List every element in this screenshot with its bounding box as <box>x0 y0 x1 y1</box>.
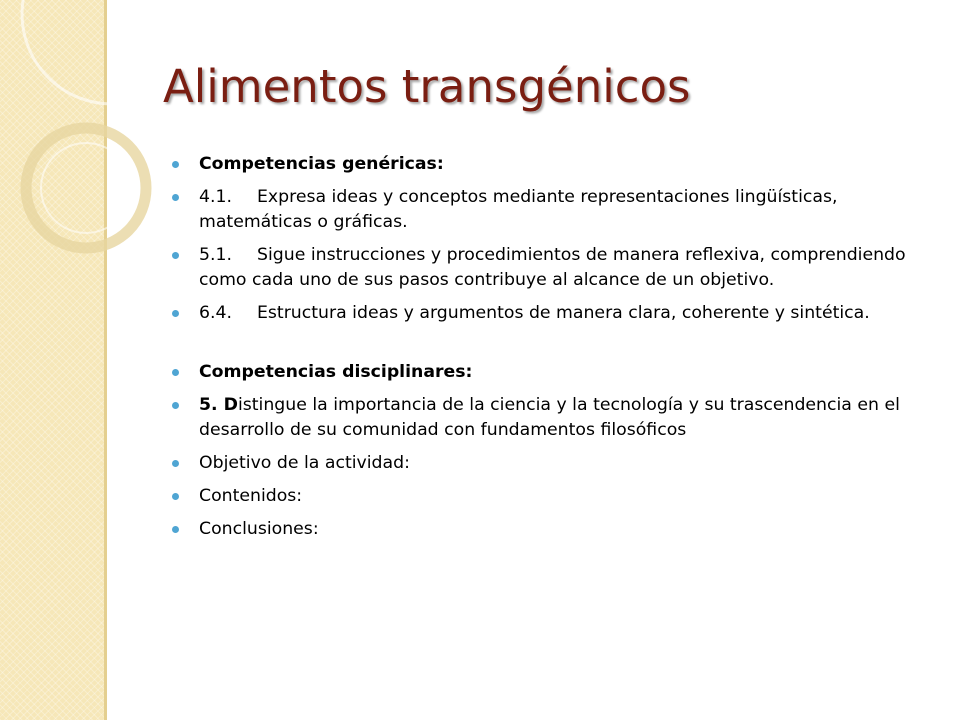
section-heading: Competencias disciplinares: <box>199 362 473 382</box>
bullet-dot <box>172 252 179 259</box>
item-text: Expresa ideas y conceptos mediante representaciones lingüísticas, matemáticas o gráficas. <box>199 187 838 232</box>
bullet-dot <box>172 194 179 201</box>
bullet-dot <box>172 526 179 533</box>
bullet-dot <box>172 310 179 317</box>
item-number: 6.4. <box>199 303 232 323</box>
list-item <box>172 301 917 326</box>
list-item <box>172 185 917 235</box>
item-text: istingue la importancia de la ciencia y la tecnología y su trascendencia en el desarrollo de su comunidad con fundamentos filosóficos <box>199 395 900 440</box>
list-item <box>172 152 917 177</box>
bullet-dot <box>172 369 179 376</box>
item-text: Conclusiones: <box>199 519 319 539</box>
item-number: 4.1. <box>199 187 232 207</box>
slide-title: Alimentos transgénicos <box>163 60 691 113</box>
bullet-dot <box>172 460 179 467</box>
list-item <box>172 451 917 476</box>
list-item <box>172 393 917 443</box>
item-text: Contenidos: <box>199 486 303 506</box>
item-text: Estructura ideas y argumentos de manera clara, coherente y sintética. <box>257 303 870 323</box>
bullet-dot <box>172 161 179 168</box>
list-item <box>172 484 917 509</box>
section-heading: Competencias genéricas: <box>199 154 444 174</box>
list-item <box>172 360 917 385</box>
list-item <box>172 517 917 542</box>
item-number: 5.1. <box>199 245 232 265</box>
item-lead: 5. D <box>199 395 238 415</box>
item-text: Objetivo de la actividad: <box>199 453 410 473</box>
item-text: Sigue instrucciones y procedimientos de manera reflexiva, comprendiendo como cada uno de sus pasos contribuye al alcance de un objetivo. <box>199 245 906 290</box>
list-item <box>172 243 917 293</box>
bullet-dot <box>172 402 179 409</box>
bullet-dot <box>172 493 179 500</box>
bullet-list <box>172 152 917 550</box>
